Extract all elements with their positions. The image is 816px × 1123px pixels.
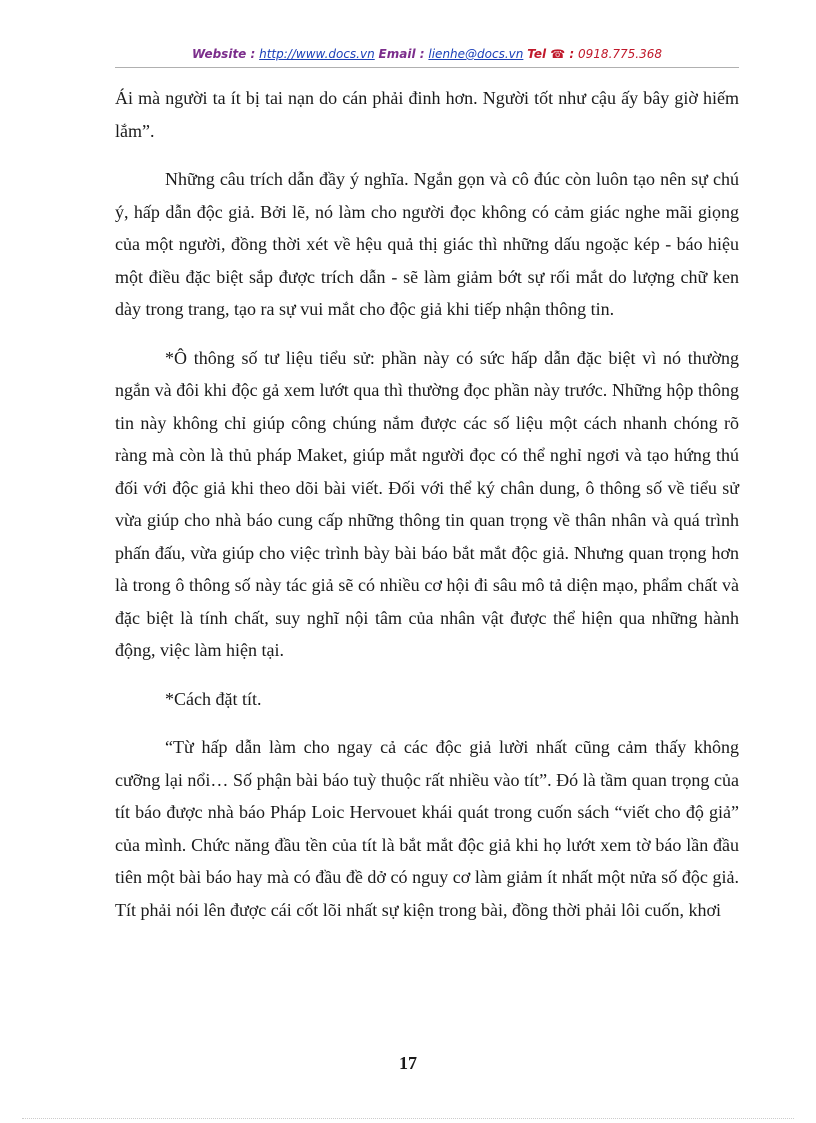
paragraph-continuation: Ái mà người ta ít bị tai nạn do cán phải đinh hơn. Người tốt như cậu ấy bây giờ hiếm lắm”.	[115, 88, 739, 141]
paragraph-biography-box: *Ô thông số tư liệu tiểu sử: phần này có sức hấp dẫn đặc biệt vì nó thường ngắn và đôi khi độc gả xem lướt qua thì thường đọc phần này trước. Những hộp thông tin này không chỉ giúp công chúng nắm được các số liệu một cách nhanh chóng rõ ràng mà còn là thủ pháp Maket, giúp mắt người đọc có thể nghỉ ngơi và tạo hứng thú đối với độc giả khi theo dõi bài viết. Đối với thể ký chân dung, ô thông số về tiểu sử vừa giúp cho nhà báo cung cấp những thông tin quan trọng về thân nhân và quá trình phấn đấu, vừa giúp cho việc trình bày bài báo bắt mắt độc giả. Nhưng quan trọng hơn là trong ô thông số này tác giả sẽ có nhiều cơ hội đi sâu mô tả diện mạo, phẩm chất và đặc biệt là tính chất, suy nghĩ nội tâm của nhân vật được thể hiện qua những hành động, việc làm hiện tại.	[115, 347, 739, 660]
paragraph-quotations: Những câu trích dẫn đầy ý nghĩa. Ngắn gọn và cô đúc còn luôn tạo nên sự chú ý, hấp dẫn độc giả. Bởi lẽ, nó làm cho người đọc không có cảm giác nghe mãi giọng của một người, đồng thời xét về hệu quả thị giác thì những dấu ngoặc kép - báo hiệu một điều đặc biệt sắp được trích dẫn - sẽ làm giảm bớt sự rối mắt do lượng chữ ken dày trong trang, tạo ra sự vui mắt cho độc giả khi tiếp nhận thông tin.	[115, 169, 739, 319]
page-header	[115, 47, 739, 61]
paragraph-titles: “Từ hấp dẫn làm cho ngay cả các độc giả lười nhất cũng cảm thấy không cưỡng lại nổi… Số phận bài báo tuỳ thuộc rất nhiều vào tít”. Đó là tầm quan trọng của tít báo được nhà báo Pháp Loic Hervouet khái quát trong cuốn sách “viết cho độ giả” của mình. Chức năng đầu tền của tít là bắt mắt độc giả khi họ lướt xem tờ báo lần đầu tiên một bài báo hay mà có đầu đề dở có nguy cơ làm giảm ít nhất một nửa số độc giả. Tít phải nói lên được cái cốt lõi nhất sự kiện trong bài, đồng thời phải lôi cuốn, khơi	[115, 737, 739, 920]
email-label: Email :	[378, 47, 425, 61]
footer-divider	[22, 1118, 794, 1119]
email-link[interactable]: lienhe@docs.vn	[428, 47, 524, 61]
document-body	[115, 82, 739, 942]
website-link[interactable]: http://www.docs.vn	[259, 47, 375, 61]
section-heading-titles: *Cách đặt tít.	[165, 688, 262, 709]
tel-label: Tel ☎ :	[527, 47, 575, 61]
header-divider	[115, 67, 739, 68]
website-label: Website :	[191, 47, 256, 61]
page-number: 17	[399, 1053, 417, 1073]
tel-number: 0918.775.368	[578, 47, 663, 61]
